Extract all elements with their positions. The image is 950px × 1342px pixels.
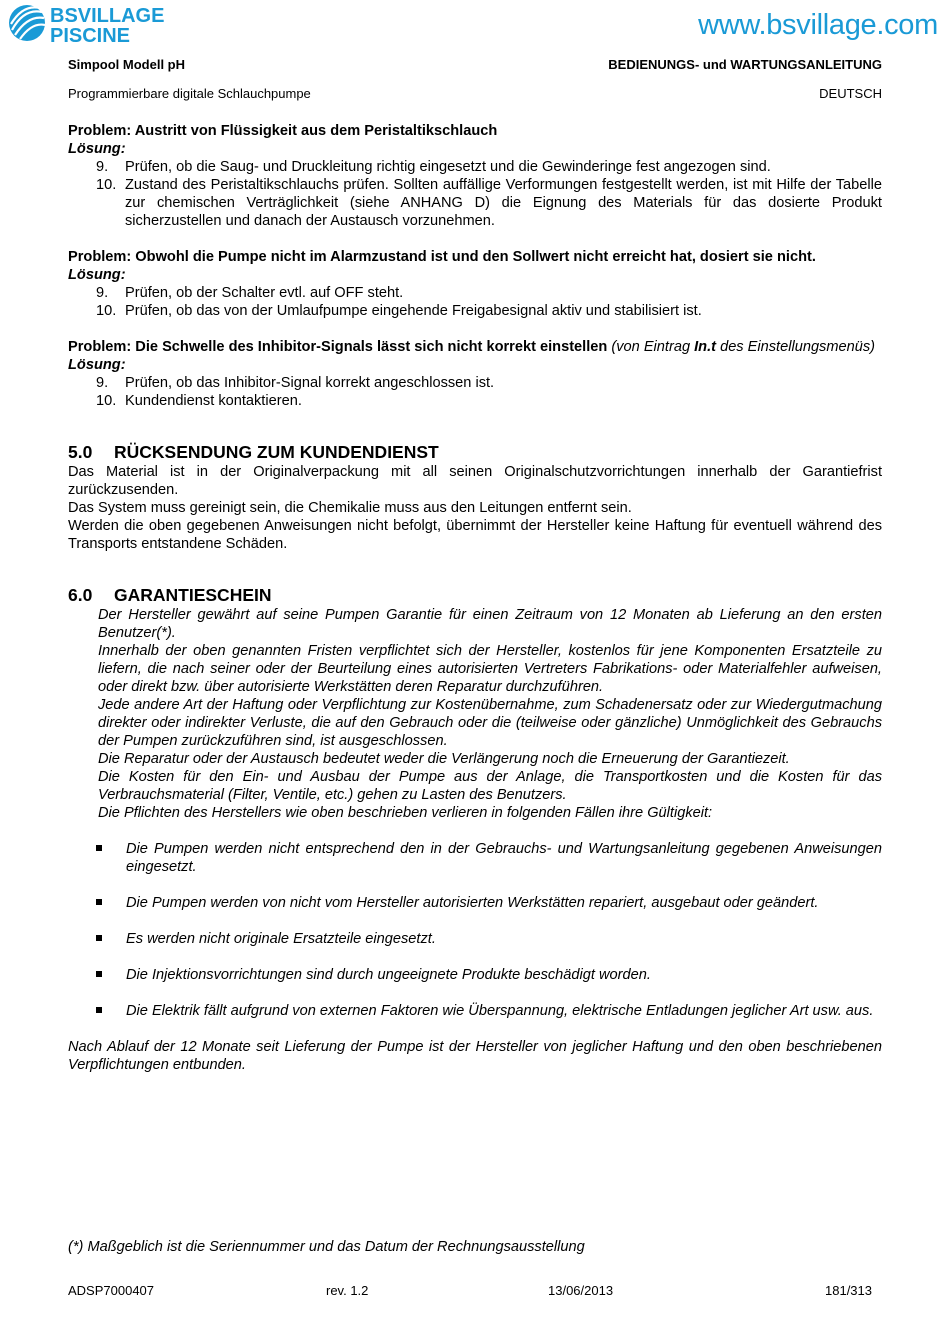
paragraph: Der Hersteller gewährt auf seine Pumpen Garantie für einen Zeitraum von 12 Monaten ab Lieferung an den ersten Benutzer(*). xyxy=(98,607,882,641)
step-text: Prüfen, ob das Inhibitor-Signal korrekt angeschlossen ist. xyxy=(125,375,495,391)
bullet-icon xyxy=(96,1007,102,1013)
paragraph: Das Material ist in der Originalverpackung mit all seinen Originalschutzvorrichtungen innerhalb der Garantiefrist zurückzusenden. xyxy=(68,464,882,498)
problem-note: des Einstellungsmenüs) xyxy=(720,339,876,355)
step-text: Prüfen, ob die Saug- und Druckleitung richtig eingesetzt und die Gewinderinge fest angezogen sind. xyxy=(125,159,771,175)
section-number: 6.0 xyxy=(68,585,93,605)
bullet-text: Es werden nicht originale Ersatzteile eingesetzt. xyxy=(126,931,436,947)
bullet-icon xyxy=(96,935,102,941)
main-content xyxy=(68,122,882,1074)
step-number: 10. xyxy=(96,177,117,193)
list-item xyxy=(68,1002,882,1020)
paragraph: Das System muss gereinigt sein, die Chemikalie muss aus den Leitungen entfernt sein. xyxy=(68,500,632,516)
warranty-closing: Nach Ablauf der 12 Monate seit Lieferung der Pumpe ist der Hersteller von jeglicher Haftung und den oben beschriebenen Verpflichtungen entbunden. xyxy=(68,1039,882,1073)
paragraph: Die Reparatur oder der Austausch bedeutet weder die Verlängerung noch die Erneuerung der Garantiezeit. xyxy=(98,751,790,767)
paragraph: Die Kosten für den Ein- und Ausbau der Pumpe aus der Anlage, die Transportkosten und die Kosten für das Verbrauchsmaterial (Filter, Ventile, etc.) gehen zu Lasten des Benutzers. xyxy=(98,769,882,803)
list-item xyxy=(68,930,882,948)
section-title: RÜCKSENDUNG ZUM KUNDENDIENST xyxy=(114,442,439,462)
problem-heading: Problem: Obwohl die Pumpe nicht im Alarmzustand ist und den Sollwert nicht erreicht hat, dosiert sie nicht. xyxy=(68,249,816,265)
document-code: ADSP7000407 xyxy=(68,1283,155,1298)
list-item xyxy=(68,966,882,984)
website-link[interactable]: www.bsvillage.com xyxy=(698,9,938,41)
list-item xyxy=(68,374,882,392)
product-type: Programmierbare digitale Schlauchpumpe xyxy=(68,86,311,101)
list-item xyxy=(68,284,882,302)
bullet-text: Die Elektrik fällt aufgrund von externen Faktoren wie Überspannung, elektrische Entladungen jeglicher Art usw. aus. xyxy=(126,1003,874,1019)
step-number: 10. xyxy=(96,303,117,319)
footnote: (*) Maßgeblich ist die Seriennummer und das Datum der Rechnungsausstellung xyxy=(68,1239,585,1255)
solution-label: Lösung: xyxy=(68,357,126,373)
section-number: 5.0 xyxy=(68,442,93,462)
step-text: Prüfen, ob der Schalter evtl. auf OFF steht. xyxy=(125,285,404,301)
warranty-exclusions-list xyxy=(68,840,882,1020)
list-item xyxy=(68,302,882,320)
bullet-text: Die Injektionsvorrichtungen sind durch ungeeignete Produkte beschädigt worden. xyxy=(126,967,651,983)
step-number: 9. xyxy=(96,285,109,301)
brand-line1: BSVILLAGE xyxy=(50,5,165,27)
page-number: 181/313 xyxy=(825,1283,872,1298)
revision: rev. 1.2 xyxy=(326,1283,369,1298)
list-item xyxy=(68,158,882,176)
bullet-icon xyxy=(96,845,102,851)
step-number: 10. xyxy=(96,393,117,409)
problem-note: (von Eintrag xyxy=(611,339,691,355)
problem-heading: Problem: Austritt von Flüssigkeit aus dem Peristaltikschlauch xyxy=(68,123,498,139)
list-item xyxy=(68,840,882,876)
solution-label: Lösung: xyxy=(68,141,126,157)
solution-steps xyxy=(68,284,882,320)
manual-title: BEDIENUNGS- und WARTUNGSANLEITUNG xyxy=(608,57,882,72)
solution-steps xyxy=(68,158,882,230)
paragraph: Die Pflichten des Herstellers wie oben beschrieben verlieren in folgenden Fällen ihre Gültigkeit: xyxy=(98,805,713,821)
step-number: 9. xyxy=(96,375,109,391)
step-number: 9. xyxy=(96,159,109,175)
paragraph: Werden die oben gegebenen Anweisungen nicht befolgt, übernimmt der Hersteller keine Haftung für eventuell während des Transports entstandene Schäden. xyxy=(68,518,882,552)
document-date: 13/06/2013 xyxy=(548,1283,614,1298)
document-language: DEUTSCH xyxy=(819,86,882,101)
bullet-text: Die Pumpen werden von nicht vom Hersteller autorisierten Werkstätten repariert, ausgebaut oder geändert. xyxy=(126,895,819,911)
product-model: Simpool Modell pH xyxy=(68,57,185,72)
menu-entry: In.t xyxy=(694,339,717,355)
step-text: Kundendienst kontaktieren. xyxy=(125,393,302,409)
paragraph: Jede andere Art der Haftung oder Verpflichtung zur Kostenübernahme, zum Schadenersatz oder zur Wiedergutmachung direkter oder indirekter Verluste, die auf den Gebrauch oder die (teilweise oder gänzliche) Unmöglichkeit des Gebrauchs der Pumpen zurückzuführen sind, ist ausgeschlossen. xyxy=(98,697,882,749)
list-item xyxy=(68,894,882,912)
solution-label: Lösung: xyxy=(68,267,126,283)
warranty-text xyxy=(68,606,882,822)
solution-steps xyxy=(68,374,882,410)
brand-line2: PISCINE xyxy=(50,25,131,46)
paragraph: Innerhalb der oben genannten Fristen verpflichtet sich der Hersteller, kostenlos für jene Komponenten Ersatzteile zu liefern, die nach seiner oder der Beurteilung eines autorisierten Vertreters Fabrikations- oder Materialfehler aufweisen, oder direkt bzw. über autorisierte Werkstätten deren Reparatur durchzuführen. xyxy=(98,643,882,695)
section-heading-warranty xyxy=(68,585,882,606)
step-text: Prüfen, ob das von der Umlaufpumpe eingehende Freigabesignal aktiv und stabilisiert ist. xyxy=(125,303,702,319)
bullet-text: Die Pumpen werden nicht entsprechend den in der Gebrauchs- und Wartungsanleitung gegebenen Anweisungen eingesetzt. xyxy=(126,841,882,875)
brand-logo xyxy=(6,2,206,46)
step-text: Zustand des Peristaltikschlauchs prüfen. Sollten auffällige Verformungen festgestellt werden, ist mit Hilfe der Tabelle zur chemischen Verträglichkeit (siehe ANHANG D) die Eignung des Materials für das dosierte Produkt sicherzustellen und danach der Austausch vorzunehmen. xyxy=(125,177,882,229)
list-item xyxy=(68,392,882,410)
problem-text: Problem: Die Schwelle des Inhibitor-Signals lässt sich nicht korrekt einstellen xyxy=(68,339,608,355)
bullet-icon xyxy=(96,899,102,905)
section-heading-returns xyxy=(68,442,882,463)
bullet-icon xyxy=(96,971,102,977)
logo-swirl-icon xyxy=(9,5,45,41)
list-item xyxy=(68,176,882,230)
problem-heading xyxy=(68,338,882,356)
section-title: GARANTIESCHEIN xyxy=(114,585,272,605)
